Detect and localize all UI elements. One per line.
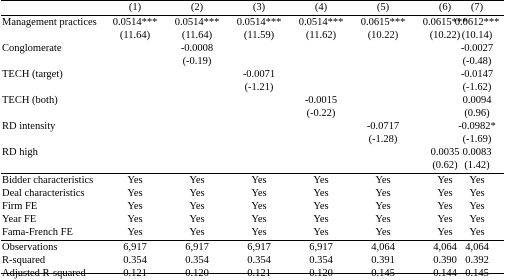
table-cell: (10.22) — [367, 30, 399, 41]
table-cell: (-1.62) — [462, 82, 492, 93]
row-label: Firm FE — [2, 201, 38, 212]
table-cell: (10.22) — [429, 30, 461, 41]
table-cell: Yes — [251, 214, 267, 225]
column-header: (1) — [128, 2, 142, 13]
table-cell: 4,064 — [433, 242, 457, 253]
table-cell: -0.0717 — [366, 121, 400, 132]
table-cell: 0.0514*** — [298, 17, 344, 28]
table-cell: (-1.21) — [244, 82, 274, 93]
table-cell: (11.64) — [119, 30, 151, 41]
table-row — [0, 55, 506, 68]
table-cell: Yes — [437, 188, 453, 199]
table-row — [0, 254, 506, 267]
table-row — [0, 81, 506, 94]
table-cell: 6,917 — [309, 242, 333, 253]
table-cell: -0.0008 — [180, 43, 214, 54]
table-cell: Yes — [469, 227, 485, 238]
table-cell: (-0.22) — [306, 108, 336, 119]
table-cell: Yes — [251, 188, 267, 199]
table-cell: -0.0015 — [304, 95, 338, 106]
table-row — [0, 68, 506, 81]
table-row — [0, 226, 506, 239]
table-row — [0, 187, 506, 200]
table-cell: 4,064 — [371, 242, 395, 253]
table-cell: 0.0035 — [430, 147, 460, 158]
table-row — [0, 29, 506, 42]
table-cell: Yes — [127, 201, 143, 212]
table-cell: Yes — [375, 214, 391, 225]
row-label: Conglomerate — [2, 43, 62, 54]
row-label: Deal characteristics — [2, 188, 85, 199]
table-cell: 6,917 — [247, 242, 271, 253]
table-cell: Yes — [127, 188, 143, 199]
table-cell: Yes — [437, 201, 453, 212]
table-cell: 0.120 — [185, 268, 209, 279]
table-cell: Yes — [251, 175, 267, 186]
table-cell: Yes — [189, 227, 205, 238]
table-cell: (11.59) — [243, 30, 275, 41]
table-cell: (0.96) — [464, 108, 490, 119]
table-cell: (11.64) — [181, 30, 213, 41]
row-label: Year FE — [2, 214, 37, 225]
table-row — [0, 16, 506, 29]
table-cell: 6,917 — [185, 242, 209, 253]
column-header: (7) — [470, 2, 484, 13]
column-header: (3) — [252, 2, 266, 13]
row-label: Management practices — [2, 17, 97, 28]
table-cell: 0.144 — [433, 268, 457, 279]
table-cell: 0.390 — [433, 255, 457, 266]
table-row — [0, 107, 506, 120]
table-cell: Yes — [375, 188, 391, 199]
table-cell: 0.145 — [371, 268, 395, 279]
table-cell: 0.121 — [123, 268, 147, 279]
table-cell: Yes — [375, 175, 391, 186]
table-cell: 0.354 — [247, 255, 271, 266]
table-cell: -0.0147 — [460, 69, 494, 80]
table-cell: 0.120 — [309, 268, 333, 279]
table-row — [0, 241, 506, 254]
table-cell: Yes — [313, 175, 329, 186]
table-cell: Yes — [189, 214, 205, 225]
bottom-rule — [1, 273, 504, 274]
table-cell: 0.0083 — [462, 147, 492, 158]
table-cell: Yes — [313, 201, 329, 212]
table-cell: Yes — [469, 175, 485, 186]
table-cell: (1.42) — [464, 160, 490, 171]
row-label: RD intensity — [2, 121, 56, 132]
table-cell: 0.0514*** — [174, 17, 220, 28]
table-row — [0, 120, 506, 133]
table-cell: -0.0027 — [460, 43, 494, 54]
row-label: TECH (target) — [2, 69, 63, 80]
table-cell: 0.0615*** — [422, 17, 468, 28]
row-label: Observations — [2, 242, 58, 253]
table-cell: 0.354 — [123, 255, 147, 266]
table-cell: Yes — [437, 175, 453, 186]
table-cell: 4,064 — [465, 242, 489, 253]
table-cell: Yes — [375, 201, 391, 212]
table-cell: 0.0094 — [462, 95, 492, 106]
table-cell: Yes — [313, 188, 329, 199]
column-header: (6) — [438, 2, 452, 13]
table-cell: 0.0514*** — [236, 17, 282, 28]
column-header-row — [0, 1, 506, 14]
table-row — [0, 133, 506, 146]
table-cell: Yes — [469, 214, 485, 225]
table-cell: (-0.48) — [462, 56, 492, 67]
table-cell: (-0.19) — [182, 56, 212, 67]
table-cell: Yes — [469, 188, 485, 199]
row-label: R-squared — [2, 255, 46, 266]
table-cell: 0.0514*** — [112, 17, 158, 28]
table-cell: 0.354 — [309, 255, 333, 266]
table-cell: Yes — [437, 214, 453, 225]
table-cell: Yes — [469, 201, 485, 212]
table-row — [0, 213, 506, 226]
table-cell: 0.0612*** — [454, 17, 500, 28]
table-cell: Yes — [251, 227, 267, 238]
row-label: TECH (both) — [2, 95, 58, 106]
column-header: (2) — [190, 2, 204, 13]
table-cell: Yes — [127, 227, 143, 238]
table-cell: 0.354 — [185, 255, 209, 266]
row-label: Fama-French FE — [2, 227, 73, 238]
table-cell: -0.0982* — [458, 121, 496, 132]
table-cell: 0.0615*** — [360, 17, 406, 28]
table-cell: Yes — [127, 175, 143, 186]
table-cell: Yes — [189, 201, 205, 212]
table-cell: 0.391 — [371, 255, 395, 266]
table-cell: Yes — [313, 227, 329, 238]
column-header: (5) — [376, 2, 390, 13]
table-cell: -0.0071 — [242, 69, 276, 80]
table-row — [0, 146, 506, 159]
table-cell: 0.121 — [247, 268, 271, 279]
table-cell: Yes — [189, 175, 205, 186]
table-cell: 0.392 — [465, 255, 489, 266]
table-row — [0, 159, 506, 172]
table-cell: Yes — [189, 188, 205, 199]
table-cell: (10.14) — [461, 30, 493, 41]
row-label: Bidder characteristics — [2, 175, 94, 186]
table-cell: Yes — [437, 227, 453, 238]
table-cell: 6,917 — [123, 242, 147, 253]
table-cell: Yes — [375, 227, 391, 238]
table-row — [0, 174, 506, 187]
table-cell: (-1.69) — [462, 134, 492, 145]
row-label: Adjusted R-squared — [2, 268, 86, 279]
table-row — [0, 94, 506, 107]
table-cell: (0.62) — [432, 160, 458, 171]
table-row — [0, 42, 506, 55]
table-row — [0, 200, 506, 213]
table-cell: 0.145 — [465, 268, 489, 279]
table-cell: Yes — [251, 201, 267, 212]
table-cell: (-1.28) — [368, 134, 398, 145]
table-cell: (11.62) — [305, 30, 337, 41]
table-cell: Yes — [127, 214, 143, 225]
row-label: RD high — [2, 147, 38, 158]
table-cell: Yes — [313, 214, 329, 225]
column-header: (4) — [314, 2, 328, 13]
